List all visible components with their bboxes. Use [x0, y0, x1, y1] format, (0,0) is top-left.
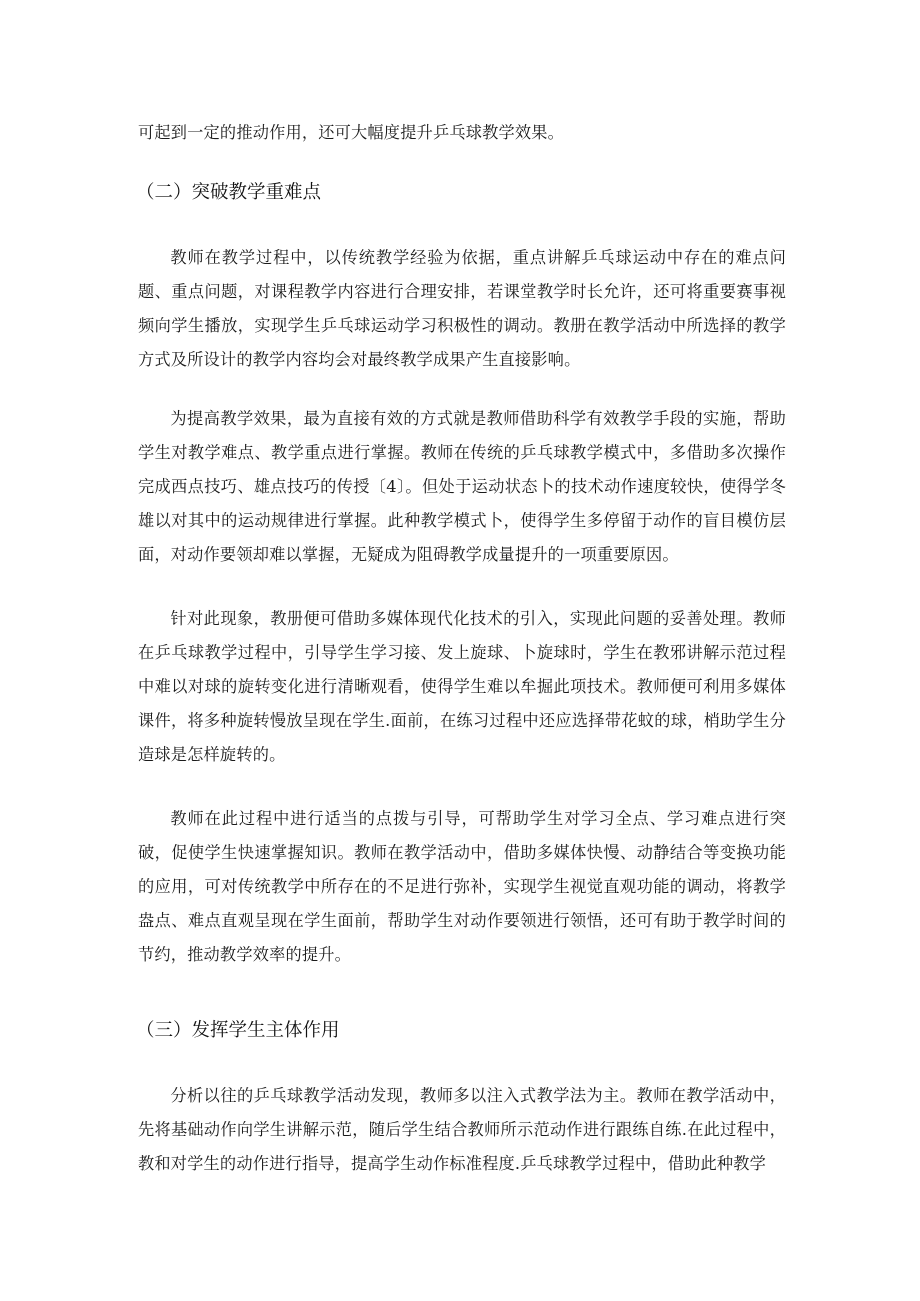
intro-paragraph: 可起到一定的推动作用，还可大幅度提升乒乓球教学效果。 — [138, 123, 565, 142]
section2-paragraph-4: 教师在此过程中进行适当的点拨与引导，可帮助学生对学习全点、学习难点进行突破，促使学生快速掌握知识。教师在教学活动中，借助多媒体快慢、动静结合等变换功能的应用，可对传统教学中所存在的不足进行弥补，实现学生视觉直观功能的调动，将教学盎点、难点直观呈现在学生面前，帮助学生对动作要领进行领悟，还可有助于教学时间的节约，推动教学效率的提升。 — [138, 809, 786, 964]
section3-paragraph-1: 分析以往的乒乓球教学活动发现，教师多以注入式教学法为主。教师在教学活动中，先将基础动作向学生讲解示范，随后学生结合教师所示范动作进行跟练自练.在此过程中，教和对学生的动作进行指导，提高学生动作标准程度.乒乓球教学过程中，借助此种教学 — [138, 1086, 786, 1173]
section-heading-3: （三）发挥学生主体作用 — [136, 1020, 340, 1041]
section2-paragraph-1: 教师在教学过程中，以传统教学经验为依据，重点讲解乒乓球运动中存在的难点问题、重点问题，对课程教学内容进行合理安排，若课堂教学时长允许，还可将重要赛事视频向学生播放，实现学生乒乓球运动学习积极性的调动。教册在教学活动中所选择的教学方式及所设计的教学内容均会对最终教学成果产生直接影响。 — [138, 248, 786, 369]
section2-paragraph-3: 针对此现象，教册便可借助多媒体现代化技术的引入，实现此问题的妥善处理。教师在乒乓球教学过程中，引导学生学习接、发上旋球、卜旋球时，学生在教邪讲解示范过程中难以对球的旋转变化进行清晰观看，使得学生难以牟掘此项技术。教师便可利用多媒体课件，将多种旋转慢放呈现在学生.面前，在练习过程中还应选择带花蚊的球，梢助学生分造球是怎样旋转的。 — [138, 609, 786, 764]
section2-paragraph-2: 为提高教学效果，最为直接有效的方式就是教师借助科学有效教学手段的实施，帮助学生对教学难点、教学重点进行掌握。教师在传统的乒乓球教学模式中，多借助多次操作完成西点技巧、雄点技巧的传授〔4〕。但处于运动状态卜的技术动作速度较快，使得学冬雄以对其中的运动规律进行掌握。此种教学模式卜，使得学生多停留于动作的盲目模仿层面，对动作要领却难以掌握，无疑成为阻碍教学成量提升的一项重要原因。 — [138, 409, 786, 564]
section-heading-2: （二）突破教学重难点 — [136, 182, 322, 203]
